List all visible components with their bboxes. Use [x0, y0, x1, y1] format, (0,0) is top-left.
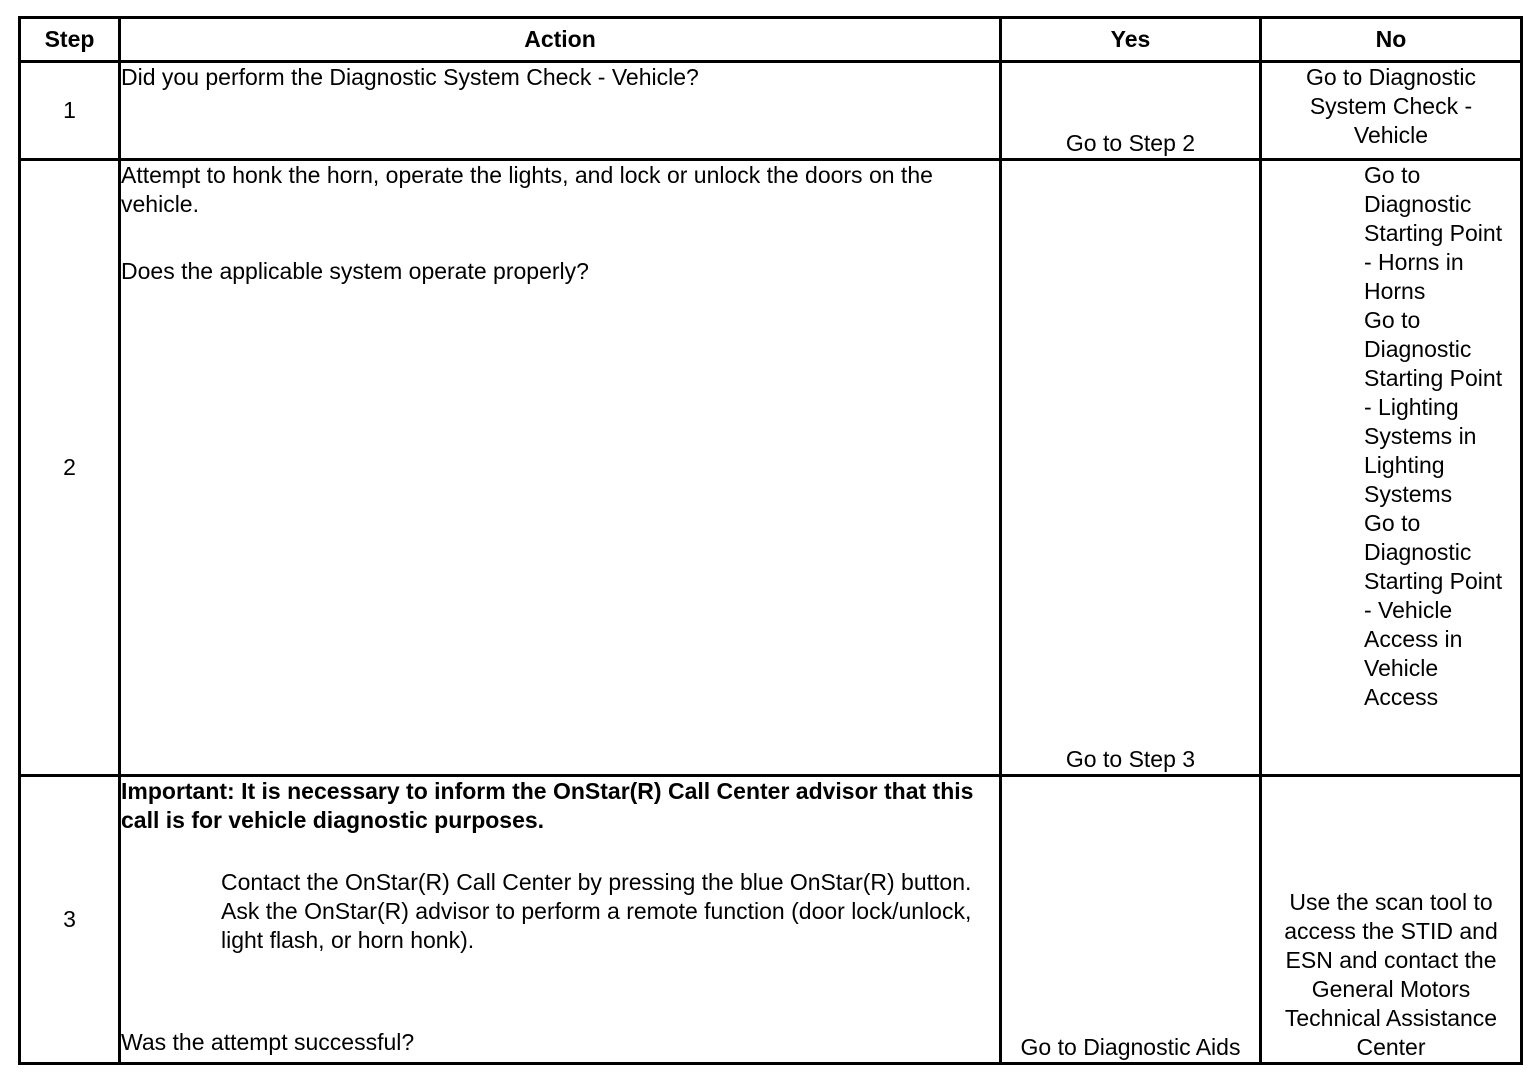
action-cell: [120, 776, 1001, 1064]
no-cell: [1261, 62, 1522, 160]
no-cell: [1261, 160, 1522, 776]
action-step-contact: Contact the OnStar(R) Call Center by pressing the blue OnStar(R) button.: [221, 869, 972, 895]
action-text: Did you perform the Diagnostic System Check - Vehicle?: [121, 64, 699, 90]
step-number: 3: [20, 776, 120, 1064]
action-question: Was the attempt successful?: [121, 1029, 415, 1055]
header-yes: Yes: [1001, 18, 1261, 62]
diagnostic-table: [18, 16, 1523, 1065]
yes-cell: Go to Diagnostic Aids: [1001, 776, 1261, 1064]
step-number: 1: [20, 62, 120, 160]
no-text: Use the scan tool to access the STID and ESN and contact the General Motors Technical Assistance Center: [1284, 889, 1498, 1060]
action-cell: [120, 62, 1001, 160]
action-text: Attempt to honk the horn, operate the lights, and lock or unlock the doors on the vehicle.: [121, 162, 933, 217]
no-text: Go to Diagnostic System Check - Vehicle: [1305, 64, 1477, 148]
header-step: Step: [20, 18, 120, 62]
header-row: [20, 18, 1522, 62]
table-row-step-3: [20, 776, 1522, 1064]
yes-cell: Go to Step 2: [1001, 62, 1261, 160]
important-note: Important: It is necessary to inform the OnStar(R) Call Center advisor that this call is for vehicle diagnostic purposes.: [121, 778, 974, 833]
action-step-remote: Ask the OnStar(R) advisor to perform a remote function (door lock/unlock, light flash, or horn honk).: [221, 898, 972, 953]
action-steps: [121, 868, 999, 955]
no-link-lighting: Go to Diagnostic Starting Point - Lighting Systems in Lighting Systems: [1364, 307, 1503, 507]
action-question: Does the applicable system operate properly?: [121, 258, 589, 284]
table-row-step-2: [20, 160, 1522, 776]
no-link-list: [1262, 161, 1516, 712]
no-link-horns: Go to Diagnostic Starting Point - Horns in Horns: [1364, 162, 1503, 304]
header-no: No: [1261, 18, 1522, 62]
table-row-step-1: [20, 62, 1522, 160]
yes-cell: Go to Step 3: [1001, 160, 1261, 776]
no-cell: [1261, 776, 1522, 1064]
header-action: Action: [120, 18, 1001, 62]
action-cell: [120, 160, 1001, 776]
no-link-vehicle-access: Go to Diagnostic Starting Point - Vehicle Access in Vehicle Access: [1364, 510, 1503, 710]
step-number: 2: [20, 160, 120, 776]
